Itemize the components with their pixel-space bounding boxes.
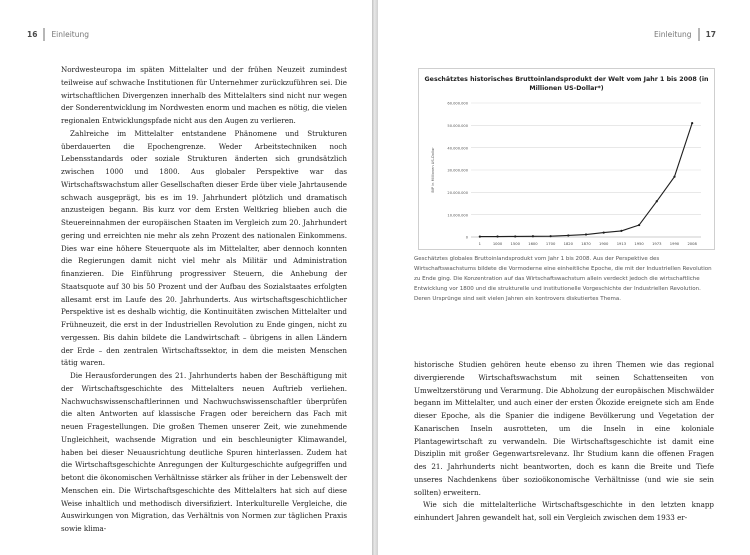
data-point (550, 235, 552, 237)
y-tick-label: 60.000.000 (447, 101, 468, 106)
paragraph: Wie sich die mittelalterliche Wirtschaftsgeschichte in den letzten knapp einhundert Jahren gewandelt hat, soll ein Vergleich zwischen dem 1933 er- (414, 500, 714, 522)
data-point (514, 235, 516, 237)
left-page (0, 0, 372, 555)
y-tick-label: 20.000.000 (447, 190, 468, 195)
x-tick-label: 1950 (634, 242, 644, 246)
x-tick-label: 1500 (510, 242, 520, 246)
header-divider (43, 28, 45, 41)
paragraph: Nordwesteuropa im späten Mittelalter und der frühen Neuzeit zumindest teilweise auf schwache Institutionen für Unternehmer zurückzuführen sei. Die wirtschaftlichen Divergenzen innerhalb des Mittelalters sind nicht nur wegen der Sonderentwicklung im Nordwesten enorm und machen es nötig, die vielen regionalen Entwicklungspfade nicht aus den Augen zu verlieren. (61, 65, 347, 125)
section-title-right: Einleitung (653, 30, 692, 39)
x-tick-label: 2008 (687, 242, 697, 246)
data-point (496, 235, 498, 237)
y-tick-label: 10.000.000 (447, 213, 468, 218)
x-tick-label: 1913 (616, 242, 627, 246)
x-tick-label: 1973 (652, 242, 662, 246)
data-point (567, 234, 569, 236)
gdp-line-chart (419, 69, 714, 249)
page-number-right: 17 (705, 30, 716, 39)
header-divider (698, 28, 700, 41)
x-tick-label: 1820 (563, 242, 574, 246)
data-point (585, 233, 587, 235)
page-number-left: 16 (27, 30, 38, 39)
y-tick-label: 40.000.000 (447, 146, 468, 151)
data-point (479, 235, 481, 237)
series-line (480, 123, 692, 236)
data-point (620, 230, 622, 232)
y-tick-label: 50.000.000 (447, 123, 468, 128)
data-point (691, 122, 693, 124)
figure-caption: Geschätztes globales Bruttoinlandsprodukt vom Jahr 1 bis 2008. Aus der Perspektive des Wirtschaftswachstums bildete die Vormoderne eine einheitliche Epoche, die mit der Industriellen Revolution zu Ende ging. Die Konzentration auf das Wirtschaftswachstum allein verdeckt jedoch die wirtschaftliche Entwicklung vor 1800 und die strukturelle und institutionelle Vorgeschichte der Industriellen Revolution. Deren Ursprünge sind seit vielen Jahren ein kontrovers diskutiertes Thema. (414, 256, 712, 302)
paragraph: Zahlreiche im Mittelalter entstandene Phänomene und Strukturen überdauerten die Epochengrenze. Weder Arbeitstechniken noch Lebensstandards oder soziale Strukturen änderten sich grundsätzlich zwischen 1000 und 1800. Aus globaler Perspektive war das Wirtschaftswachstum aller Gesellschaften dieser Erde über viele Jahrtausende schwach ausgeprägt, bis es im 19. Jahrhundert plötzlich und dramatisch anzusteigen begann. Bis kurz vor dem Ersten Weltkrieg blieben auch die Steuereinnahmen der europäischen Staaten im Vergleich zum 20. Jahrhundert gering und erreichten nie mehr als zehn Prozent des nationalen Einkommens. Dies war eine höhere Steuerquote als im Mittelalter, aber dennoch konnten die Regierungen damit nicht viel mehr als Militär und Administration finanzieren. Die Einführung progressiver Steuern, die Anhebung der Staatsquote auf 30 bis 50 Prozent und der Aufbau des Sozialstaates erfolgten allesamt erst im Laufe des 20. Jahrhunderts. Aus wirtschaftsgeschichtlicher Perspektive ist es deshalb wichtig, die Kontinuitäten zwischen Mittelalter und Frühneuzeit, die erst in der Industriellen Revolution zu Ende gingen, nicht zu vergessen. Bis dahin bildete die Landwirtschaft – übrigens in allen Ländern der Erde – den zentralen Wirtschaftssektor, in dem die meisten Menschen tätig waren. (61, 128, 347, 368)
x-tick-label: 1900 (598, 242, 609, 246)
data-point (673, 176, 675, 178)
x-tick-label: 1600 (528, 242, 538, 246)
gdp-chart-figure (418, 68, 715, 250)
left-body-text (61, 64, 347, 536)
x-tick-label: 1 (478, 242, 482, 246)
paragraph: Die Herausforderungen des 21. Jahrhunderts haben der Beschäftigung mit der Wirtschaftsgeschichte des Mittelalters neuen Auftrieb verliehen. Nachwuchswissenschaftlerinnen und Nachwuchswissenschaftler überprüfen die alten Antworten auf klassische Fragen oder bereichern das Fach mit neuen Fragestellungen. Die großen Themen unserer Zeit, wie zunehmende Ungleichheit, wachsende Migration und ein beschleunigter Klimawandel, haben bei dieser Neuausrichtung deutliche Spuren hinterlassen. Zudem hat die Wirtschaftsgeschichte Anregungen der Kulturgeschichte aufgegriffen und betont die ökonomischen Verhältnisse stärker als früher in der Lebenswelt der Menschen ein. Die Wirtschaftsgeschichte des Mittelalters hat sich auf diese Weise inhaltlich und methodisch diversifiziert. Interkulturelle Vergleiche, die Auswirkungen von Migration, das Verhältnis von Normen zur täglichen Praxis sowie klima- (61, 371, 347, 533)
right-page (378, 0, 750, 555)
paragraph: historische Studien gehören heute ebenso zu ihren Themen wie das regional divergierende Wirtschaftswachstum mit seinen Schattenseiten von Umweltzerstörung und Verarmung. Die Abholzung der europäischen Mischwälder begann im Mittelalter, und auch einer der ersten Ökozide ereignete sich am Ende dieser Epoche, als die Spanier die indigene Bevölkerung und Vegetation der Kanarischen Inseln ausrotteten, um die Inseln in eine koloniale Plantagewirtschaft zu verwandeln. Die Wirtschaftsgeschichte ist damit eine Disziplin mit großer Gegenwartsrelevanz. Ihr Studium kann die offenen Fragen des 21. Jahrhunderts nicht beantworten, doch es kann die Breite und Tiefe unseres Nachdenkens über sozioökonomische Verhältnisse (und wie sie sein sollten) erweitern. (414, 360, 714, 497)
y-axis-label: BIP in Millionen US-Dollar (431, 147, 435, 193)
x-tick-label: 1000 (492, 242, 503, 246)
section-title-left: Einleitung (51, 30, 90, 39)
running-header-left (27, 28, 89, 41)
data-point (603, 232, 605, 234)
running-header-right (654, 28, 716, 41)
data-point (656, 200, 658, 202)
x-tick-label: 1990 (669, 242, 680, 246)
right-body-text (414, 359, 714, 525)
chart-title: Geschätztes historisches Bruttoinlandsprodukt der Welt vom Jahr 1 bis 2008 (in Millionen US-Dollar*) (424, 76, 709, 92)
data-point (532, 235, 534, 237)
y-tick-label: 30.000.000 (447, 168, 468, 173)
data-point (638, 224, 640, 226)
x-tick-label: 1700 (545, 242, 556, 246)
x-tick-label: 1870 (581, 242, 591, 246)
y-tick-label: 0 (465, 235, 468, 240)
